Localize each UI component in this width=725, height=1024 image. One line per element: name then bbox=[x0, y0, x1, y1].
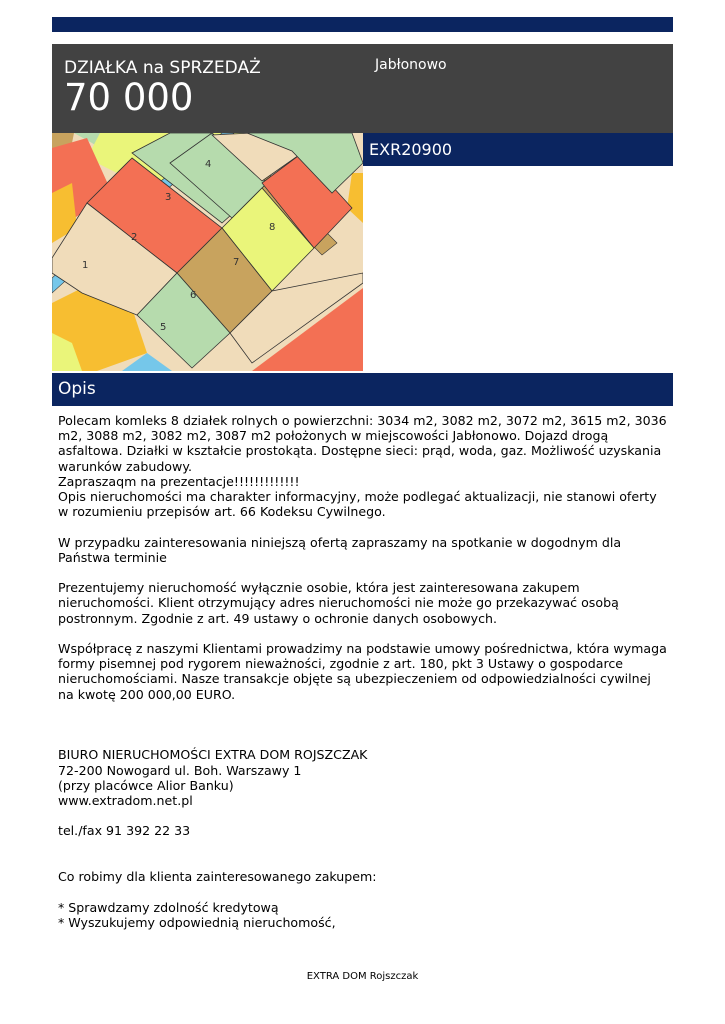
description-list: * Sprawdzamy zdolność kredytową * Wyszukujemy odpowiednią nieruchomość, bbox=[58, 899, 336, 930]
agency-phone: tel./fax 91 392 22 33 bbox=[58, 823, 191, 839]
top-banner-bar bbox=[52, 17, 673, 32]
reference-bar bbox=[363, 133, 673, 166]
offer-header bbox=[52, 44, 673, 133]
description-paragraph: Co robimy dla klienta zainteresowanego zakupem: bbox=[58, 869, 377, 885]
plot-label-4: 4 bbox=[205, 159, 212, 170]
reference-number: EXR20900 bbox=[369, 140, 453, 159]
plot-label-7: 7 bbox=[233, 257, 240, 268]
description-body bbox=[58, 413, 671, 930]
description-paragraph: Współpracę z naszymi Klientami prowadzimy na podstawie umowy pośrednictwa, która wymaga formy pisemnej pod rygorem nieważności, zgodnie z art. 180, pkt 3 Ustawy o gospodarce nieruchomościami. Nasze transakcje objęte są ubezpieczeniem od odpowiedzialności cywilnej na kwotę 200 000,00 EURO. bbox=[58, 641, 671, 702]
description-heading-bar bbox=[52, 373, 673, 406]
description-paragraph: W przypadku zainteresowania niniejszą ofertą zapraszamy na spotkanie w dogodnym dla Państwa terminie bbox=[58, 534, 626, 565]
description-heading: Opis bbox=[58, 379, 96, 399]
plot-map-image bbox=[52, 133, 363, 371]
plot-label-5: 5 bbox=[160, 322, 167, 333]
plot-label-2: 2 bbox=[131, 232, 138, 243]
offer-type: DZIAŁKA na SPRZEDAŻ bbox=[64, 58, 261, 78]
plot-label-3: 3 bbox=[165, 192, 172, 203]
offer-location: Jabłonowo bbox=[375, 57, 447, 73]
plot-label-6: 6 bbox=[190, 290, 197, 301]
footer-agency: EXTRA DOM Rojszczak bbox=[306, 971, 419, 982]
plot-label-1: 1 bbox=[82, 260, 89, 271]
description-paragraph: Polecam komleks 8 działek rolnych o powierzchni: 3034 m2, 3082 m2, 3072 m2, 3615 m2, 3036 m2, 3088 m2, 3082 m2, 3087 m2 położonych w miejscowości Jabłonowo. Dojazd drogą asfaltowa. Działki w kształcie prostokąta. Dostępne sieci: prąd, woda, gaz. Możliwość uzyskania warunków zabudowy. Zapraszaqm na prezentacje!!!!!!!!!!!!! Opis nieruchomości ma charakter informacyjny, może podlegać aktualizacji, nie stanowi oferty w rozumieniu przepisów art. 66 Kodeksu Cywilnego. bbox=[58, 413, 667, 520]
agency-contact: BIURO NIERUCHOMOŚCI EXTRA DOM ROJSZCZAK 72-200 Nowogard ul. Boh. Warszawy 1 (przy placówce Alior Banku) www.extradom.net.pl bbox=[58, 747, 368, 809]
offer-price: 70 000 bbox=[64, 76, 194, 119]
description-paragraph: Prezentujemy nieruchomość wyłącznie osobie, która jest zainteresowana zakupem nieruchomości. Klient otrzymujący adres nieruchomości nie może go przekazywać osobą postronnym. Zgodnie z art. 49 ustawy o ochronie danych osobowych. bbox=[58, 580, 623, 626]
plot-label-8: 8 bbox=[269, 222, 276, 233]
